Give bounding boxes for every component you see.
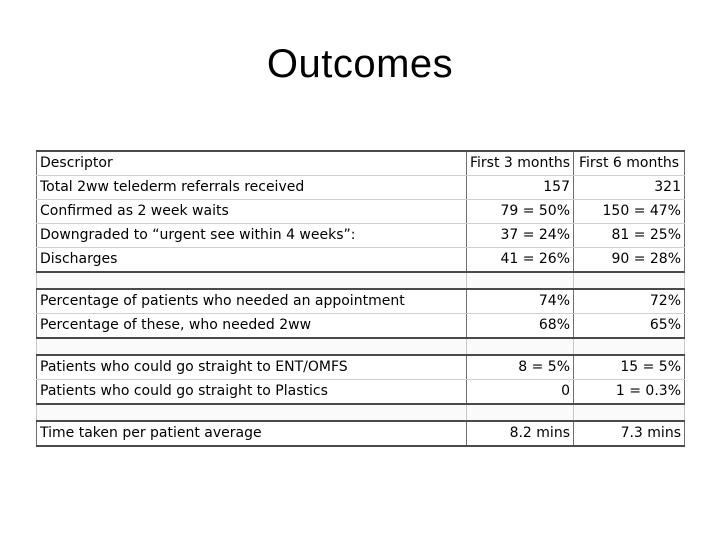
table-spacer bbox=[37, 272, 685, 289]
cell-3-months: 8.2 mins bbox=[467, 421, 574, 446]
table-header-row bbox=[37, 151, 685, 176]
table-row bbox=[37, 355, 685, 380]
row-label: Confirmed as 2 week waits bbox=[37, 200, 467, 224]
cell-6-months: 1 = 0.3% bbox=[574, 380, 685, 405]
cell-3-months: 68% bbox=[467, 314, 574, 339]
table-row bbox=[37, 176, 685, 200]
table-row bbox=[37, 314, 685, 339]
table-row bbox=[37, 200, 685, 224]
cell-3-months: 79 = 50% bbox=[467, 200, 574, 224]
table-row bbox=[37, 224, 685, 248]
cell-3-months: 41 = 26% bbox=[467, 248, 574, 273]
table-row bbox=[37, 380, 685, 405]
table-spacer bbox=[37, 338, 685, 355]
cell-6-months: 15 = 5% bbox=[574, 355, 685, 380]
cell-6-months: 150 = 47% bbox=[574, 200, 685, 224]
cell-6-months: 81 = 25% bbox=[574, 224, 685, 248]
header-first-6-months: First 6 months bbox=[574, 151, 685, 176]
cell-3-months: 157 bbox=[467, 176, 574, 200]
cell-3-months: 74% bbox=[467, 289, 574, 314]
table-row bbox=[37, 248, 685, 273]
cell-3-months: 0 bbox=[467, 380, 574, 405]
row-label: Percentage of patients who needed an appointment bbox=[37, 289, 467, 314]
cell-6-months: 7.3 mins bbox=[574, 421, 685, 446]
table-spacer bbox=[37, 404, 685, 421]
outcomes-table bbox=[36, 150, 685, 447]
header-descriptor: Descriptor bbox=[37, 151, 467, 176]
row-label: Time taken per patient average bbox=[37, 421, 467, 446]
table-row bbox=[37, 289, 685, 314]
row-label: Total 2ww telederm referrals received bbox=[37, 176, 467, 200]
table-row bbox=[37, 421, 685, 446]
header-first-3-months: First 3 months bbox=[467, 151, 574, 176]
cell-6-months: 321 bbox=[574, 176, 685, 200]
row-label: Downgraded to “urgent see within 4 weeks”: bbox=[37, 224, 467, 248]
row-label: Percentage of these, who needed 2ww bbox=[37, 314, 467, 339]
cell-6-months: 65% bbox=[574, 314, 685, 339]
cell-6-months: 90 = 28% bbox=[574, 248, 685, 273]
row-label: Patients who could go straight to Plastics bbox=[37, 380, 467, 405]
page-title: Outcomes bbox=[266, 42, 454, 86]
cell-6-months: 72% bbox=[574, 289, 685, 314]
row-label: Patients who could go straight to ENT/OMFS bbox=[37, 355, 467, 380]
cell-3-months: 37 = 24% bbox=[467, 224, 574, 248]
row-label: Discharges bbox=[37, 248, 467, 273]
cell-3-months: 8 = 5% bbox=[467, 355, 574, 380]
